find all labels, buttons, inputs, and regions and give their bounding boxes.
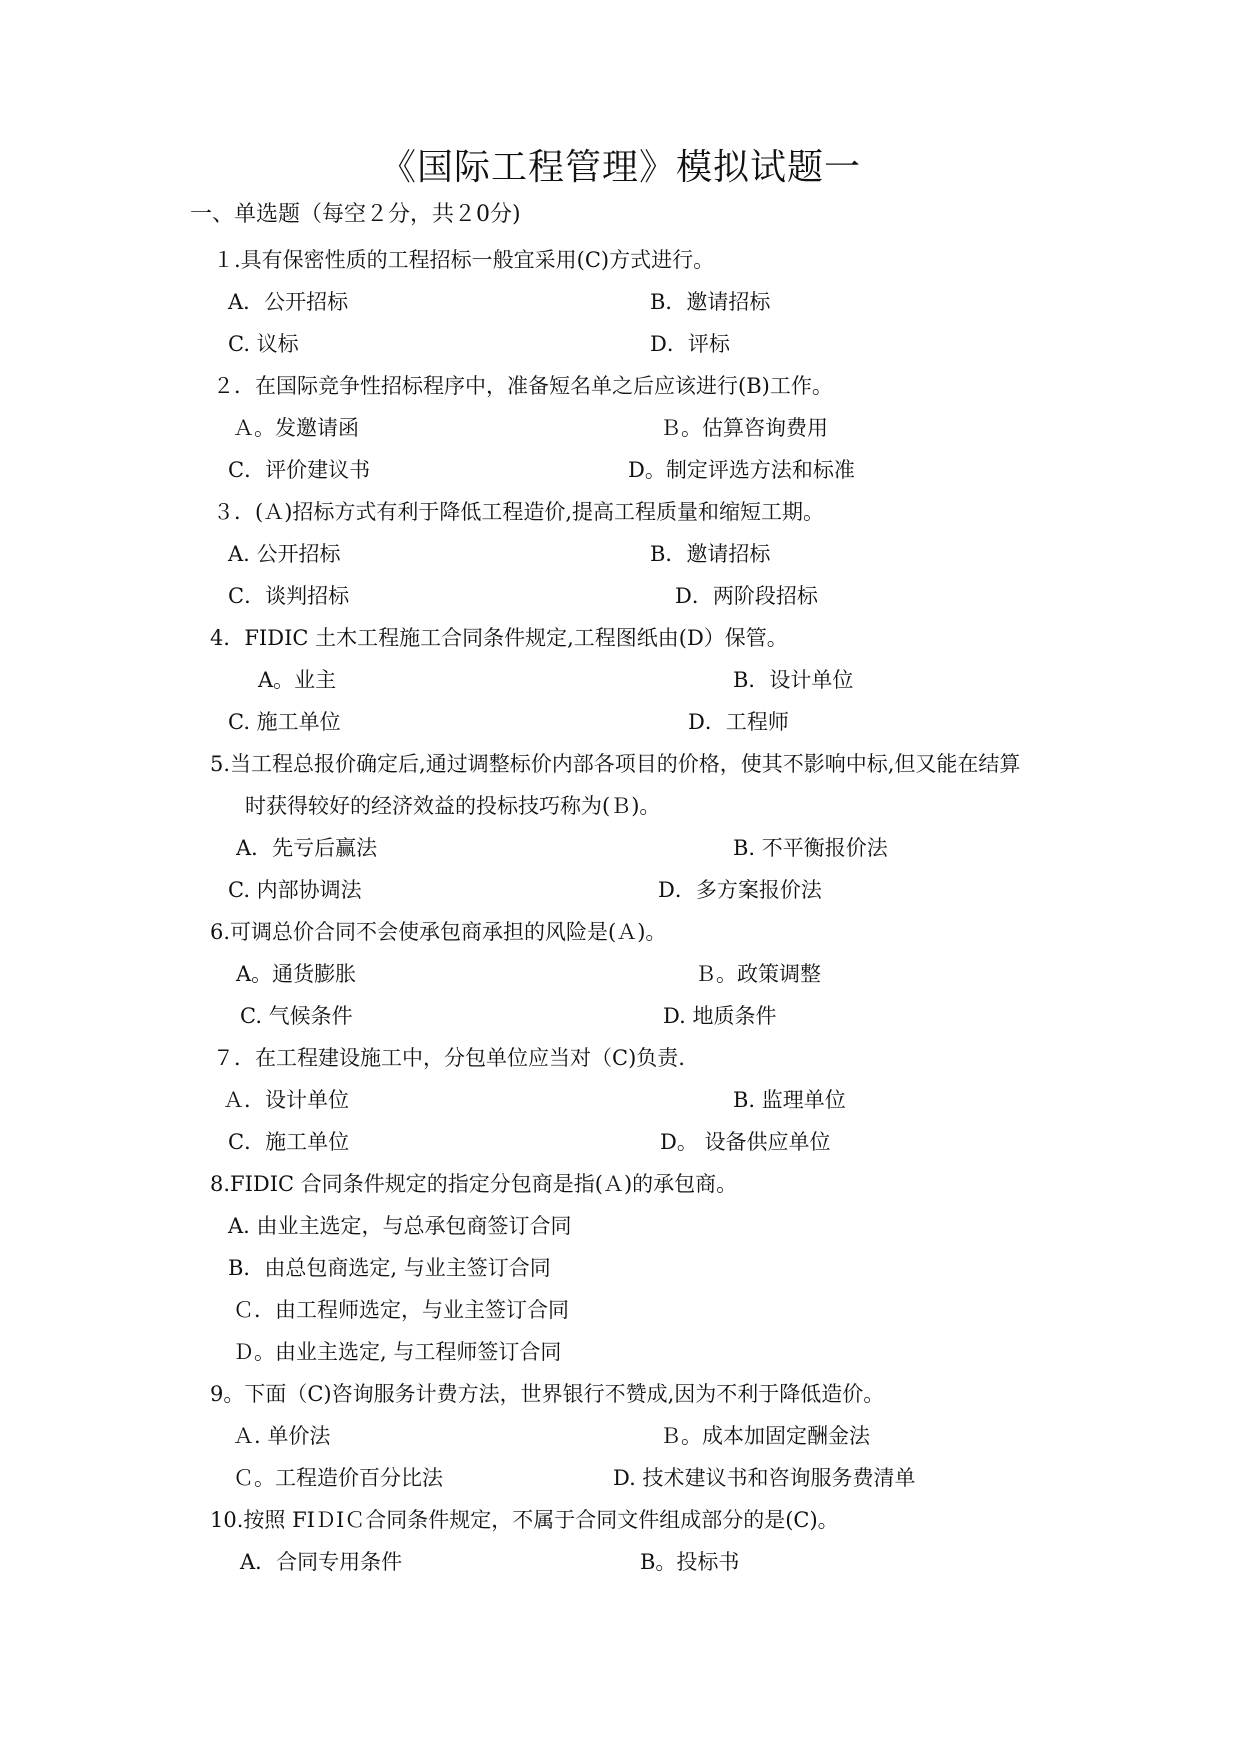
question-4-option-b: B．设计单位 <box>733 668 854 692</box>
question-7-stem: ７．在工程建设施工中，分包单位应当对（C)负责. <box>213 1046 685 1070</box>
question-5-option-b: B. 不平衡报价法 <box>733 836 888 860</box>
question-4-stem: 4．FIDIC 土木工程施工合同条件规定,工程图纸由(D）保管。 <box>210 626 788 650</box>
question-7-option-b: B. 监理单位 <box>733 1088 846 1112</box>
question-8-option-a: A. 由业主选定，与总承包商签订合同 <box>228 1214 572 1238</box>
question-9-stem: 9。下面（C)咨询服务计费方法，世界银行不赞成,因为不利于降低造价。 <box>210 1382 885 1406</box>
question-5-option-c: C. 内部协调法 <box>228 878 362 902</box>
question-3-option-a: A. 公开招标 <box>228 542 341 566</box>
question-6-option-c: C. 气候条件 <box>240 1004 353 1028</box>
question-4-option-d: D．工程师 <box>688 710 789 734</box>
question-9-option-c: Ｃ。工程造价百分比法 <box>233 1466 443 1490</box>
question-1-stem: １.具有保密性质的工程招标一般宜采用(C)方式进行。 <box>213 248 715 272</box>
question-5-stem-continued: 时获得较好的经济效益的投标技巧称为(Ｂ)。 <box>245 794 661 818</box>
question-6-stem: 6.可调总价合同不会使承包商承担的风险是(Ａ)。 <box>210 920 667 944</box>
question-1-option-d: D．评标 <box>650 332 730 356</box>
question-3-option-b: B．邀请招标 <box>650 542 771 566</box>
question-8-option-d: Ｄ。由业主选定, 与工程师签订合同 <box>233 1340 562 1364</box>
question-7-option-a: Ａ．设计单位 <box>223 1088 349 1112</box>
question-4-option-c: C. 施工单位 <box>228 710 341 734</box>
question-2-option-b: Ｂ。估算咨询费用 <box>660 416 828 440</box>
question-2-stem: ２．在国际竞争性招标程序中，准备短名单之后应该进行(B)工作。 <box>213 374 833 398</box>
question-1-option-a: A．公开招标 <box>228 290 349 314</box>
question-2-option-d: D。制定评选方法和标准 <box>628 458 855 482</box>
question-6-option-a: A。通货膨胀 <box>236 962 357 986</box>
page-title: 《国际工程管理》模拟试题一 <box>379 147 861 188</box>
question-5-stem: 5.当工程总报价确定后,通过调整标价内部各项目的价格，使其不影响中标,但又能在结算 <box>210 752 1021 776</box>
question-8-stem: 8.FIDIC 合同条件规定的指定分包商是指(Ａ)的承包商。 <box>210 1172 738 1196</box>
question-10-option-b: B。投标书 <box>640 1550 740 1574</box>
question-7-option-c: C．施工单位 <box>228 1130 350 1154</box>
question-10-stem: 10.按照 FIＤIＣ合同条件规定，不属于合同文件组成部分的是(C)。 <box>210 1508 839 1532</box>
question-3-stem: ３．(Ａ)招标方式有利于降低工程造价,提高工程质量和缩短工期。 <box>213 500 825 524</box>
question-3-option-d: D．两阶段招标 <box>675 584 818 608</box>
question-9-option-d: D. 技术建议书和咨询服务费清单 <box>613 1466 916 1490</box>
question-1-option-b: B．邀请招标 <box>650 290 771 314</box>
section-heading: 一、单选题（每空２分，共２0分) <box>190 202 521 227</box>
question-9-option-a: Ａ. 单价法 <box>233 1424 331 1448</box>
question-2-option-c: C．评价建议书 <box>228 458 371 482</box>
question-8-option-c: Ｃ．由工程师选定，与业主签订合同 <box>233 1298 569 1322</box>
question-8-option-b: B．由总包商选定, 与业主签订合同 <box>228 1256 551 1280</box>
question-4-option-a: A。业主 <box>258 668 337 692</box>
question-6-option-d: D. 地质条件 <box>663 1004 777 1028</box>
question-10-option-a: A．合同专用条件 <box>240 1550 403 1574</box>
question-5-option-d: D．多方案报价法 <box>658 878 822 902</box>
question-1-option-c: C. 议标 <box>228 332 299 356</box>
question-5-option-a: A．先亏后赢法 <box>236 836 378 860</box>
question-7-option-d: D。 设备供应单位 <box>660 1130 831 1154</box>
question-2-option-a: Ａ。发邀请函 <box>233 416 359 440</box>
question-3-option-c: C．谈判招标 <box>228 584 350 608</box>
question-6-option-b: Ｂ。政策调整 <box>695 962 821 986</box>
question-9-option-b: Ｂ。成本加固定酬金法 <box>660 1424 870 1448</box>
